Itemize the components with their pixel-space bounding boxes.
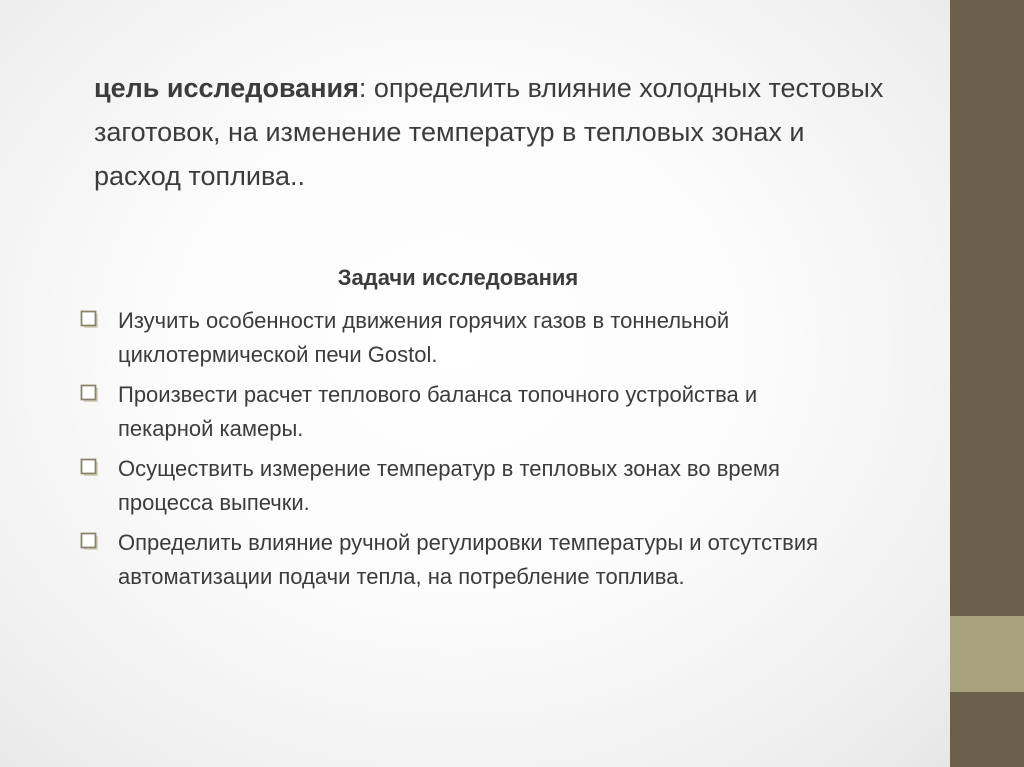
checkbox-square-icon: [80, 532, 100, 552]
tasks-heading: Задачи исследования: [337, 265, 579, 290]
task-item: [78, 526, 858, 594]
research-goal-label: цель исследования: [94, 73, 359, 103]
tasks-list: [78, 304, 858, 600]
task-text: Определить влияние ручной регулировки температуры и отсутствия автоматизации подачи тепла, на потребление топлива.: [118, 530, 819, 589]
task-item: [78, 378, 858, 446]
task-text: Осуществить измерение температур в тепловых зонах во время процесса выпечки.: [118, 456, 780, 515]
side-decoration-accent: [950, 616, 1024, 692]
task-text: Изучить особенности движения горячих газов в тоннельной циклотермической печи Gostol.: [118, 308, 730, 367]
task-item: [78, 452, 858, 520]
checkbox-square-icon: [80, 384, 100, 404]
checkbox-square-icon: [80, 310, 100, 330]
task-item: [78, 304, 858, 372]
checkbox-square-icon: [80, 458, 100, 478]
research-goal-text: : определить влияние холодных тестовых заготовок, на изменение температур в тепловых зонах и расход топлива..: [94, 73, 884, 191]
research-goal: [94, 66, 884, 198]
task-text: Произвести расчет теплового баланса топочного устройства и пекарной камеры.: [118, 382, 758, 441]
